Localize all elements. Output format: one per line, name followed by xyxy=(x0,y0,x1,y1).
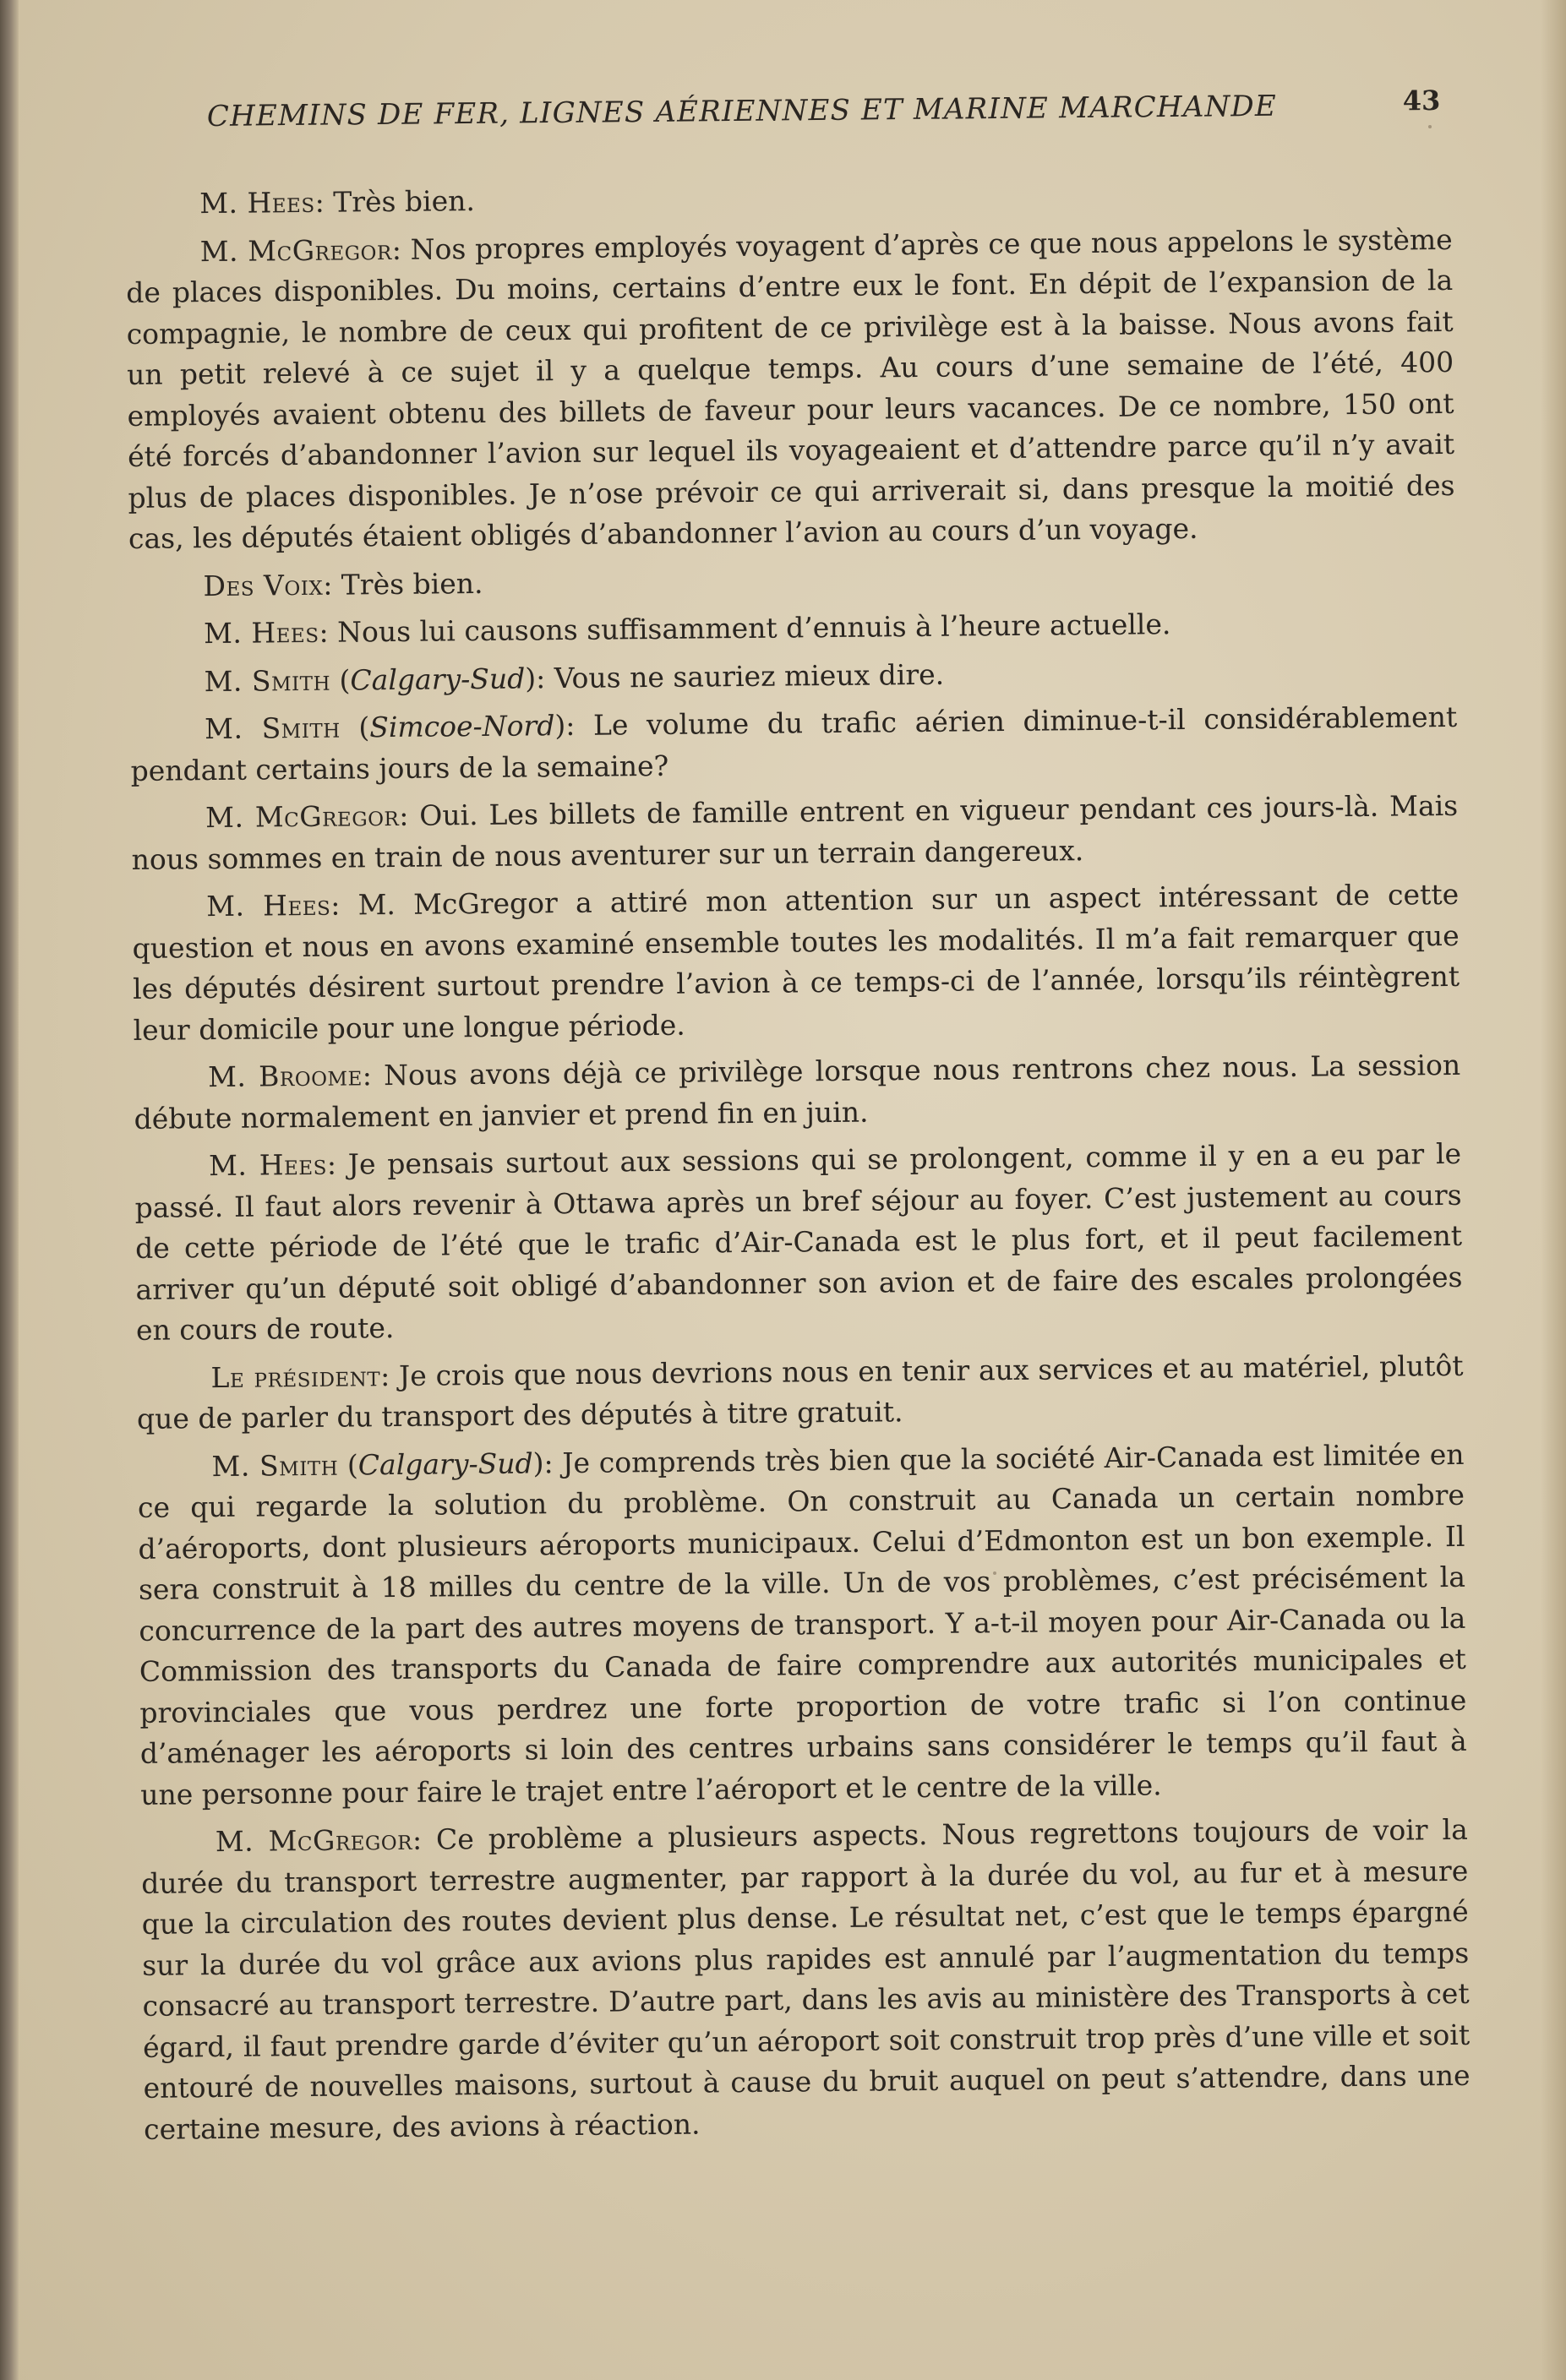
speaker-name: M. Hees xyxy=(199,185,315,221)
speaker-name: M. Hees xyxy=(208,1147,328,1183)
transcript-paragraph: M. Smith (Calgary-Sud): Je comprends très bien que la société Air-Canada est limitée en ce qui regarde la solution du problème. On construit au Canada un certain nombre d’aéroports, dont plusieurs aéroports municipaux. Celui d’Edmonton est un bon exemple. Il sera construit à 18 milles du centre de la ville. Un de vos problèmes, c’est précisément la concurrence de la part des autres moyens de transport. Y a-t-il moyen pour Air-Canada ou la Commission des transports du Canada de faire comprendre aux autorités municipales et provinciales que vous perdrez une forte proportion de votre trafic si l’on continue d’aménager les aéroports si loin des centres urbains sans considérer le temps qu’il faut à une personne pour faire le trajet entre l’aéroport et le centre de la ville. xyxy=(137,1437,1467,1811)
page-number: 43 xyxy=(1402,84,1441,117)
paragraph-text: : Nous avons déjà ce privilège lorsque nous rentrons chez nous. La session débute normalement en janvier et prend fin en juin. xyxy=(134,1048,1461,1136)
speaker-name: M. Smith xyxy=(211,1448,339,1483)
paragraph-text: : Je comprends très bien que la société Air-Canada est limitée en ce qui regarde la solution du problème. On construit au Canada un certain nombre d’aéroports, dont plusieurs aéroports municipaux. Celui d’Edmonton est un bon exemple. Il sera construit à 18 milles du centre de la ville. Un de vos problèmes, c’est précisément la concurrence de la part des autres moyens de transport. Y a-t-il moyen pour Air-Canada ou la Commission des transports du Canada de faire comprendre aux autorités municipales et provinciales que vous perdrez une forte proportion de votre trafic si l’on continue d’aménager les aéroports si loin des centres urbains sans considérer le temps qu’il faut à une personne pour faire le trajet entre l’aéroport et le centre de la ville. xyxy=(137,1437,1467,1811)
transcript-paragraph xyxy=(134,1045,1461,1140)
transcript-paragraph xyxy=(141,1810,1471,2150)
transcript-paragraph xyxy=(136,1345,1464,1440)
transcript-paragraph xyxy=(128,553,1455,607)
transcript-paragraph: M. Smith (Calgary-Sud): Vous ne sauriez mieux dire. xyxy=(204,657,945,698)
speaker-name: Le président xyxy=(210,1359,381,1394)
paragraph-text: : Ce problème a plusieurs aspects. Nous regrettons toujours de voir la durée du transport terrestre augmenter, par rapport à la durée du vol, au fur et à mesure que la circulation des routes devient plus dense. Le résultat net, c’est que le temps épargné sur la durée du vol grâce aux avions plus rapides est annulé par l’augmentation du temps consacré au transport terrestre. D’autre part, dans les avis au ministère des Transports à cet égard, il faut prendre garde d’éviter qu’un aéroport soit construit trop près d’une ville et soit entouré de nouvelles maisons, surtout à cause du bruit auquel on peut s’attendre, dans une certaine mesure, des avions à réaction. xyxy=(141,1812,1471,2146)
paragraph-text: : Vous ne sauriez mieux dire. xyxy=(535,657,945,694)
speaker-name: M. Broome xyxy=(207,1059,363,1094)
binding-spine xyxy=(0,0,19,2380)
page-edge xyxy=(1541,0,1566,2380)
paragraph-text: : Oui. Les billets de famille entrent en vigueur pendant ces jours-là. Mais nous sommes en train de nous aventurer sur un terrain dangereux. xyxy=(131,788,1459,876)
paragraph-text: : Très bien. xyxy=(314,184,476,219)
speaker-name: M. Smith xyxy=(205,711,341,746)
speaker-name: M. Hees xyxy=(206,888,331,923)
speaker-name: M. Smith xyxy=(204,663,331,698)
speaker-name: M. Hees xyxy=(203,615,319,651)
paragraph-text: : M. McGregor a attiré mon attention sur un aspect intéressant de cette question et nous en avons examiné ensemble toutes les modalités. Il m’a fait remarquer que les députés désirent surtout prendre l’avion à ce temps-ci de l’année, lorsqu’ils réintègrent leur domicile pour une longue période. xyxy=(132,877,1460,1047)
speaker-name: M. McGregor xyxy=(199,232,392,268)
transcript-paragraph: M. Smith (Simcoe-Nord): Le volume du trafic aérien diminue-t-il considérablement pendant certains jours de la semaine? xyxy=(130,700,1458,787)
speaker-riding: Simcoe-Nord xyxy=(369,709,555,744)
paragraph-text: : Nous lui causons suffisamment d’ennuis à l’heure actuelle. xyxy=(319,607,1171,649)
running-header xyxy=(203,84,1446,150)
paragraph-text: : Je crois que nous devrions nous en tenir aux services et au matériel, plutôt que de parler du transport des députés à titre gratuit. xyxy=(136,1348,1464,1435)
speaker-name: M. McGregor xyxy=(205,798,400,835)
speaker-name: Des Voix xyxy=(203,568,324,602)
speaker-riding: Calgary-Sud xyxy=(350,661,526,696)
running-title: CHEMINS DE FER, LIGNES AÉRIENNES ET MARINE MARCHANDE xyxy=(206,89,1278,133)
transcript-paragraph xyxy=(131,786,1459,880)
speaker-riding: Calgary-Sud xyxy=(357,1446,533,1481)
transcript-body xyxy=(125,172,1471,2157)
speaker-name: M. McGregor xyxy=(215,1822,413,1859)
paragraph-text: : Je pensais surtout aux sessions qui se prolongent, comme il y en a eu par le passé. Il faut alors revenir à Ottawa après un bref séjour au foyer. C’est justement au cours de cette période de l’été que le trafic d’Air-Canada est le plus fort, et il peut facilement arriver qu’un député soit obligé d’abandonner son avion et de faire des escales prolongées en cours de route. xyxy=(134,1136,1463,1347)
transcript-paragraph xyxy=(129,602,1456,656)
paragraph-text: : Très bien. xyxy=(323,566,483,602)
transcript-paragraph xyxy=(126,219,1456,559)
transcript-paragraph xyxy=(125,172,1452,226)
paragraph-text: : Nos propres employés voyagent d’après ce que nous appelons le système de places disponibles. Du moins, certains d’entre eux le font. En dépit de l’expansion de la compagnie, le nombre de ceux qui profitent de ce privilège est à la baisse. Nous avons fait un petit relevé à ce sujet il y a quelque temps. Au cours d’une semaine de l’été, 400 employés avaient obtenu des billets de faveur pour leurs vacances. De ce nombre, 150 ont été forcés d’abandonner l’avion sur lequel ils voyageaient et d’attendre parce qu’il n’y avait plus de places disponibles. Je n’ose prévoir ce qui arriverait si, dans presque la moitié des cas, les députés étaient obligés d’abandonner l’avion au cours d’un voyage. xyxy=(126,222,1455,555)
transcript-paragraph xyxy=(134,1134,1463,1352)
paragraph-text: : Le volume du trafic aérien diminue-t-il considérablement pendant certains jours de la semaine? xyxy=(130,700,1458,787)
transcript-paragraph xyxy=(132,874,1460,1051)
